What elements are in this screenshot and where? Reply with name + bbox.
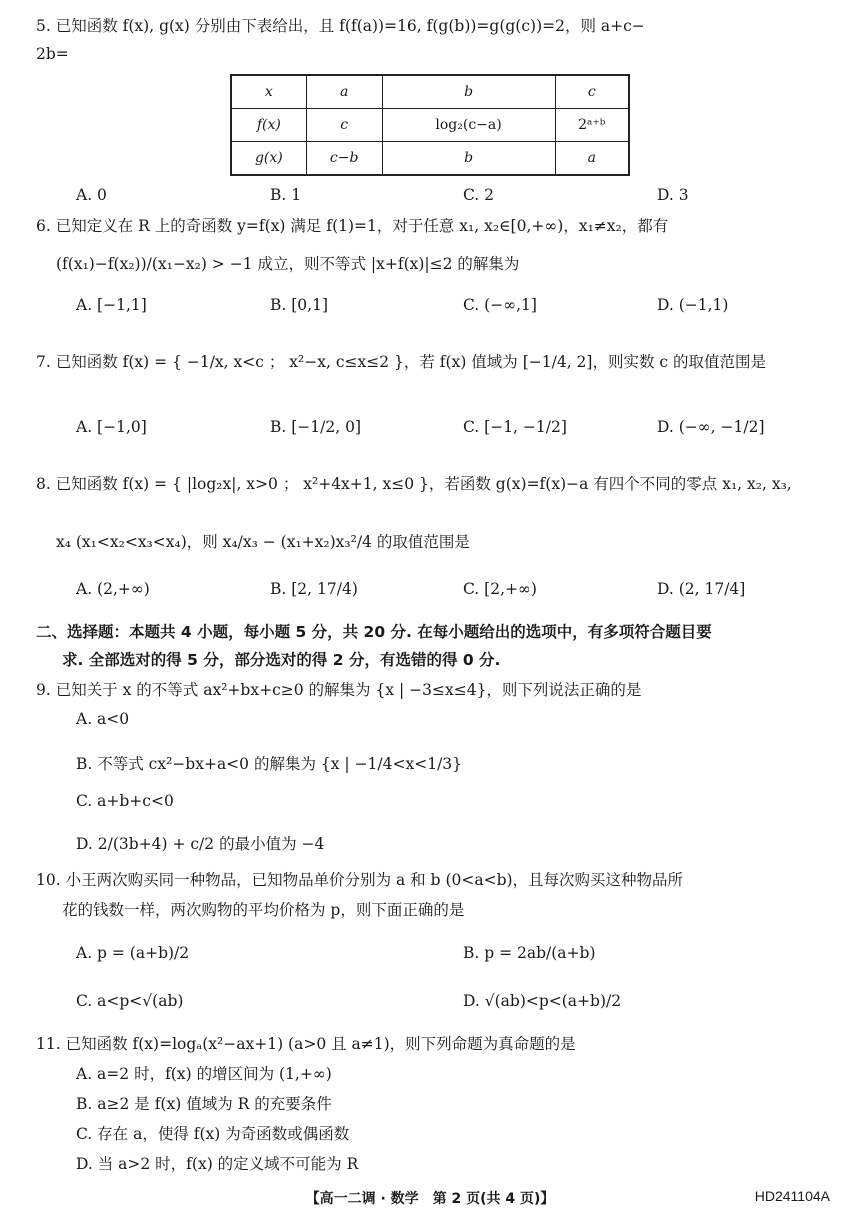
table-cell: f(x) bbox=[231, 109, 306, 142]
section-2-heading-line2: 求. 全部选对的得 5 分，部分选对的得 2 分，有选错的得 0 分. bbox=[62, 651, 501, 669]
q10-stem-line2: 花的钱数一样，两次购物的平均价格为 p，则下面正确的是 bbox=[62, 901, 465, 919]
table-cell: c−b bbox=[306, 142, 382, 176]
table-cell: b bbox=[382, 75, 555, 109]
table-row bbox=[231, 109, 629, 142]
q7-stem-line1: 7. 已知函数 f(x) = { −1/x, x<c ； x²−x, c≤x≤2 }，若 f(x) 值域为 [−1/4, 2]，则实数 c 的取值范围是 bbox=[36, 353, 766, 371]
q10-option-a: A. p = (a+b)/2 bbox=[76, 944, 190, 962]
q7-option-c: C. [−1, −1/2] bbox=[463, 418, 567, 436]
q8-stem-line1: 8. 已知函数 f(x) = { |log₂x|, x>0 ； x²+4x+1, x≤0 }，若函数 g(x)=f(x)−a 有四个不同的零点 x₁, x₂, x₃, bbox=[36, 475, 792, 493]
q10-option-c: C. a<p<√(ab) bbox=[76, 992, 184, 1010]
q5-option-c: C. 2 bbox=[463, 186, 495, 204]
q10-option-d: D. √(ab)<p<(a+b)/2 bbox=[463, 992, 622, 1010]
q7-option-b: B. [−1/2, 0] bbox=[270, 418, 361, 436]
table-cell: log₂(c−a) bbox=[382, 109, 555, 142]
table-cell: x bbox=[231, 75, 306, 109]
table-cell: b bbox=[382, 142, 555, 176]
q10-stem-line1: 10. 小王两次购买同一种物品，已知物品单价分别为 a 和 b (0<a<b)，且每次购买这种物品所 bbox=[36, 871, 684, 889]
q8-option-c: C. [2,+∞) bbox=[463, 580, 537, 598]
q11-option-a: A. a=2 时，f(x) 的增区间为 (1,+∞) bbox=[76, 1065, 332, 1083]
table-cell: c bbox=[306, 109, 382, 142]
q5-option-b: B. 1 bbox=[270, 186, 302, 204]
page-footer: 【高一二调 · 数学 第 2 页(共 4 页)】 bbox=[305, 1191, 555, 1207]
q9-stem-line1: 9. 已知关于 x 的不等式 ax²+bx+c≥0 的解集为 {x | −3≤x≤4}，则下列说法正确的是 bbox=[36, 681, 642, 699]
q7-option-a: A. [−1,0] bbox=[76, 418, 147, 436]
q10-option-b: B. p = 2ab/(a+b) bbox=[463, 944, 596, 962]
table-row bbox=[231, 75, 629, 109]
q7-option-d: D. (−∞, −1/2] bbox=[657, 418, 765, 436]
q5-stem-line1: 5. 已知函数 f(x), g(x) 分别由下表给出，且 f(f(a))=16, f(g(b))=g(g(c))=2，则 a+c− bbox=[36, 17, 645, 35]
q6-option-b: B. [0,1] bbox=[270, 296, 328, 314]
section-2-heading-line1: 二、选择题：本题共 4 小题，每小题 5 分，共 20 分. 在每小题给出的选项中，有多项符合题目要 bbox=[36, 623, 712, 641]
q5-option-a: A. 0 bbox=[76, 186, 107, 204]
q6-option-a: A. [−1,1] bbox=[76, 296, 147, 314]
q9-option-d: D. 2/(3b+4) + c/2 的最小值为 −4 bbox=[76, 835, 325, 853]
q11-option-d: D. 当 a>2 时，f(x) 的定义域不可能为 R bbox=[76, 1155, 359, 1173]
q9-option-a: A. a<0 bbox=[76, 710, 130, 728]
q8-option-d: D. (2, 17/4] bbox=[657, 580, 746, 598]
q11-stem-line1: 11. 已知函数 f(x)=logₐ(x²−ax+1) (a>0 且 a≠1)，则下列命题为真命题的是 bbox=[36, 1035, 576, 1053]
q6-option-c: C. (−∞,1] bbox=[463, 296, 537, 314]
q6-stem-line1: 6. 已知定义在 R 上的奇函数 y=f(x) 满足 f(1)=1，对于任意 x₁, x₂∈[0,+∞)，x₁≠x₂，都有 bbox=[36, 217, 669, 235]
table-cell: a bbox=[555, 142, 629, 176]
q5-value-table bbox=[230, 74, 630, 176]
q11-option-c: C. 存在 a，使得 f(x) 为奇函数或偶函数 bbox=[76, 1125, 350, 1143]
q5-stem-line2: 2b= bbox=[36, 45, 69, 63]
q6-stem-line2: (f(x₁)−f(x₂))/(x₁−x₂) > −1 成立，则不等式 |x+f(x)|≤2 的解集为 bbox=[56, 255, 520, 273]
q11-option-b: B. a≥2 是 f(x) 值域为 R 的充要条件 bbox=[76, 1095, 332, 1113]
exam-code: HD241104A bbox=[754, 1188, 830, 1204]
table-cell: 2ᵃ⁺ᵇ bbox=[555, 109, 629, 142]
q5-option-d: D. 3 bbox=[657, 186, 689, 204]
q6-option-d: D. (−1,1) bbox=[657, 296, 729, 314]
q9-option-b: B. 不等式 cx²−bx+a<0 的解集为 {x | −1/4<x<1/3} bbox=[76, 755, 463, 773]
q8-stem-line2: x₄ (x₁<x₂<x₃<x₄)，则 x₄/x₃ − (x₁+x₂)x₃²/4 的取值范围是 bbox=[56, 533, 470, 551]
q8-option-b: B. [2, 17/4) bbox=[270, 580, 358, 598]
table-cell: g(x) bbox=[231, 142, 306, 176]
table-row bbox=[231, 142, 629, 176]
table-cell: a bbox=[306, 75, 382, 109]
table-cell: c bbox=[555, 75, 629, 109]
q8-option-a: A. (2,+∞) bbox=[76, 580, 150, 598]
q9-option-c: C. a+b+c<0 bbox=[76, 792, 174, 810]
